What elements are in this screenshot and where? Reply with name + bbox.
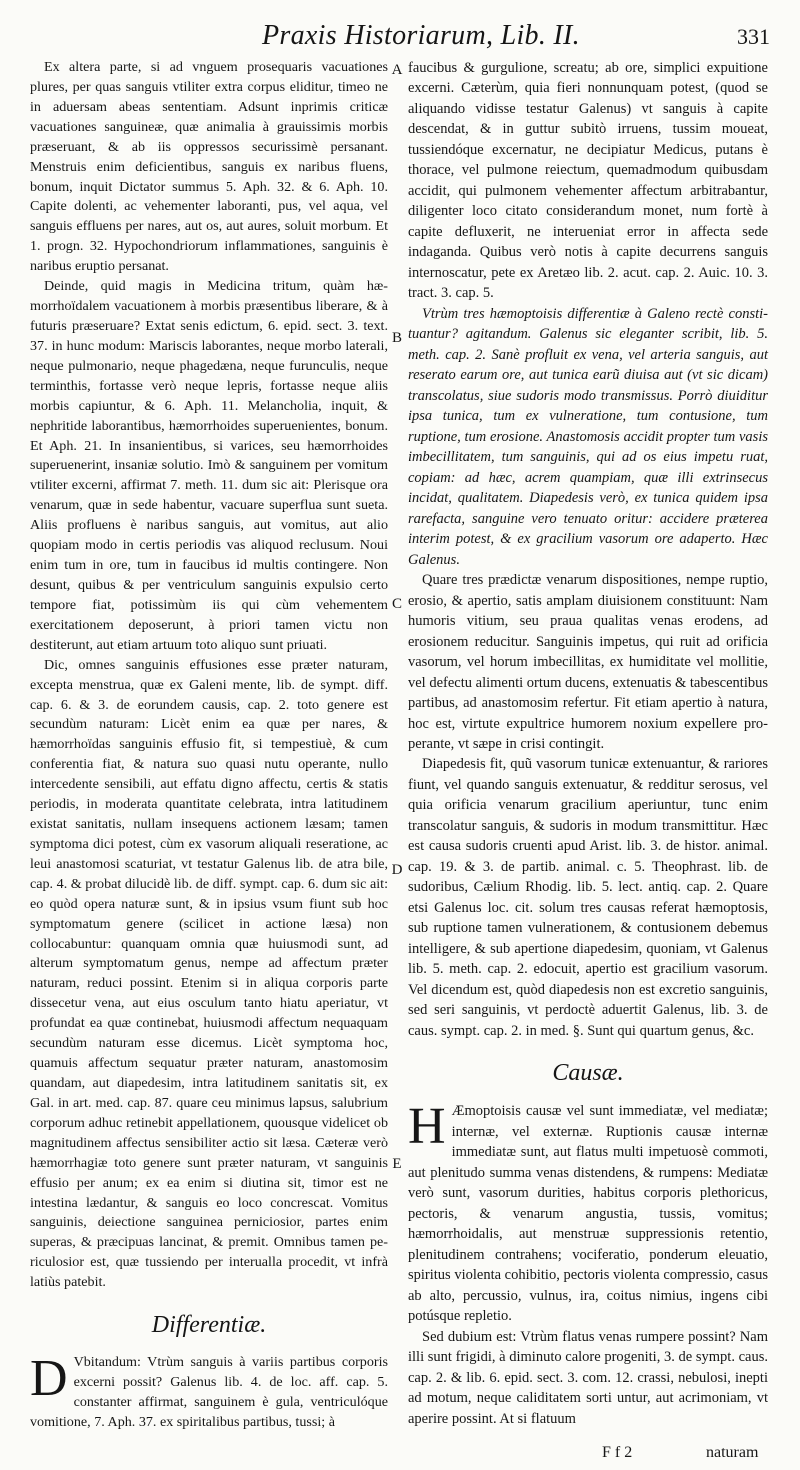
page-footer — [0, 1444, 800, 1468]
section-heading-causae: Causæ. — [552, 1060, 624, 1087]
left-column — [30, 58, 388, 1433]
left-paragraph-2: Deinde, quid magis in Medicina tritum, quàm hæmorrhoïdalem vacuationem à morbis præsentibus liberare, & à futuris præseruare? Extat senis edictum, 6. epid. sect. 3. text. 37. in hunc modum: Mariscis laborantes, neque morbo laterali, neque pulmonario, neque phagedæna, neque furunculis, neque terminthis, fortasse verò neque lepris, fortasse neque aliis morbis capiuntur, & 6. Aph. 11. Melancholia, inquit, & nephritide laborantibus, hæmorrhoides superuenientes, bonum. Et Aph. 21. In insanientibus, si varices, seu hæmorrhoides superuenerint, insaniæ solutio. Imò & sanguinem per vomitum vtiliter excerni, affirmat 7. meth. 11. dum sic ait: Plerisque ora venarum, quæ in sede habentur, vacuare superflua sunt sueta. Aliis profluens è naribus sanguis, aut vomitus, aut alio quopiam modo in certis periodis vas aliquod reclusum. Noui enim tum in ore, tum in faucibus id multis contingere. Non desunt, quibus & per ventriculum sanguinis expulsio certo tempore fiat, potissimùm iis qui cùm vehementem exercitationem deposerunt, à priori tamen victu non destiterunt, aut etiam artuum toto aliquo sunt priuati. — [30, 278, 388, 653]
left-paragraph-4 — [30, 1350, 388, 1433]
right-paragraph-5 — [408, 1098, 769, 1326]
margin-letter-b: B — [391, 330, 402, 346]
right-paragraph-6: Sed dubium est: Vtrùm flatus venas rumpere possint? Nam illi sunt frigidi, à diminuto calore progeniti, 3. de sympt. caus. cap. 2. & lib. 6. epid. sect. 3. com. 12. crassi, nebulosi, inepti ad motum, neque caliditatem sorti untur, aut acrimoniam, vt aperire possint. At si flatuum — [408, 1328, 768, 1427]
dropcap-h: H — [408, 1098, 446, 1156]
page-number: 331 — [737, 24, 770, 49]
section-heading-differentiae: Differentiæ. — [151, 1312, 267, 1339]
catchword: naturam — [706, 1444, 759, 1461]
signature-mark: F f 2 — [602, 1444, 633, 1461]
left-paragraph-3: Dic, omnes sanguinis effusiones esse præter naturam, excepta menstrua, quæ ex Galeni mente, lib. de sympt. diff. cap. 6. & 3. de eorundem causis, cap. 2. toto genere est secundùm naturam: Licèt enim ea quæ per nares, & hæmorrhoïdas sanguinis effusio fit, si tempestiuè, & cum conferentia fiat, & natura suo quasi nutu operante, nullo intercedente sensibili, aut effatu digno affectu, certis & statis periodis, in moderata quantitate celebrata, intra latitudinem existat sanitatis, nullam insequens actionem læsam; tamen symptoma dici potest, cùm ex vasorum aliquali reseratione, ac leui anastomosi scaturiat, vt testatur Galenus lib. de atra bile, cap. 4. & probat dilucidè lib. de diff. sympt. cap. 6. dum sic ait: eo quòd opera naturæ sunt, & in ipsius vsum fiunt sub hoc symptomatum genere (scilicet in actione læsa) non collocabuntur: quanquam omnia quæ huiusmodi sunt, ad alterum symptomatum genus, nempe ad affectum præter naturam, reduci possint. Etenim si in aliqua corporis parte dissecetur vena, aut eius osculum tanto hiatu aperiatur, vt profundat ea quæ continebat, huiusmodi affectum nequaquam secundùm naturam esse dicemus. Licèt symptoma hoc, quamuis affectum sequatur præter naturam, anastomosim quandam, aut diapedesim, intra latitudinem sanitatis sit, ex Gal. in art. med. cap. 87. quare ceu minimus lapsus, salubrium corporum adhuc retinebit appellationem, quousque videlicet ob magnitudinem affectus sensibiliter actio sit læsa. Cæteræ verò hæmorrhagiæ toto genere sunt præter naturam, vt sanguinis effusio per anum; ex ea enim si diutina sit, timor est ne intestina lædantur, & sanguis eo loco concrescat. Vomitus sanguinis, deiectione sanguinea perniciosior, partes enim superas, & præcipuas lancinat, & premit. Omnibus tamen periculosior est, quæ tussiendo per interualla procedit, vt infrà latiùs patebit. — [30, 656, 388, 1291]
margin-letter-c: C — [391, 596, 402, 612]
right-paragraph-1: faucibus & gurgulione, screatu; ab ore, simplici expuitione excerni. Cæterùm, quia fieri nonnunquam potest, (quod se aliquando vidisse testatur Galenus) vt sanguis à capite descendat, & in guttur subitò irruens, tussim moueat, tussiendóque excernatur, ne decipiatur Medicus, putans è thorace, vel pulmone reiectum, quemadmodum quibusdam accidit, qui pulmonem vehementer affectum arbitrabantur, diligenter loco citato considerandum monet, num fortè à capite defluxerit, ne interueniat error in affecta sede indaganda. Quibus verò notis à capite decurrens sanguis internoscatur, pete ex Aretæo lib. 2. acut. cap. 2. Auic. 10. 3. tract. 3. cap. 5. — [408, 60, 768, 302]
running-header — [0, 14, 800, 54]
margin-letter-d: D — [391, 862, 403, 878]
margin-letter-a: A — [391, 62, 403, 78]
dropcap-d: D — [30, 1350, 68, 1408]
right-paragraph-4: Diapedesis fit, quũ vasorum tunicæ extenuantur, & rariores fiunt, vel quando sanguis extenuatur, & redditur serosus, vel quia orificia venarum gracilium aperiuntur, tunc enim transcolatur sanguis, & sudoris in modum transmittitur. Hæc est causa sudoris cruenti apud Arist. lib. 3. de histor. animal. cap. 19. & 3. de partib. animal. c. 5. Theophrast. lib. de sudoribus, Cælium Rhodig. lib. 5. lect. antiq. cap. 2. Quare etsi Galenus loc. cit. solum tres causas referat hæmoptosis, sub ruptione tamen vulnerationem, & contusionem debemus intelligere, & sub apertione diapedesim, quoniam, vt Galenus lib. 5. meth. cap. 2. edocuit, apertio est gracilium vasorum. Vel dicendum est, quòd diapedesis non est excretio sanguinis, sed seri sanguinis, vt perdoctè aduertit Galenus, lib. 3. de caus. sympt. cap. 2. in med. §. Sunt qui quartum genus, &c. — [408, 756, 768, 1039]
right-column — [408, 58, 768, 1429]
right-paragraph-3: Quare tres prædictæ venarum dispositiones, nempe ruptio, erosio, & apertio, satis amplam diuisionem constituunt: Nam humoris vitium, seu praua qualitas venas erodens, ad erosionem reducitur. Sanguinis impetus, qui ruit ad orificia vasorum, vel horum imbecillitas, ex humiditate vel mollitie, vel defectu alimenti ortum ducens, extenuatis & tabescentibus partibus, ad anastomosim refertur. Fit etiam apertio à natura, hoc est, virtute expultrice humorem noxium expellere properante, vt sæpe in crisi contingit. — [408, 572, 768, 752]
right-paragraph-5-text: Æmoptoisis causæ vel sunt immediatæ, vel mediatæ; internæ, vel externæ. Ruptionis causæ internæ immediatæ sunt, aut flatus multi impetuosè commoti, aut plenitudo summa venas distendens, & rumpens: Mediatæ verò sunt, vasorum durities, habitus corporis plethoricus, pectoris, & venarum angustia, tussis, vomitus; hæmorrhoidalis, aut menstruæ suppressionis retentio, plenitudinem contrahens; vociferatio, ponderum eleuatio, spiritus violenta cohibitio, pectoris violenta compressio, casus ab alto, percussio, vulnus, ira, coitus nimius, ingens cibi potúsque repletio. — [408, 1103, 769, 1325]
left-paragraph-4-text: Vbitandum: Vtrùm sanguis à variis partibus corporis excerni possit? Galenus lib. 4. de loc. aff. cap. 5. constanter affirmat, sanguinem è gula, ventriculóque vomitione, 7. Aph. 37. ex spiritalibus partibus, tussi; à — [30, 1354, 388, 1430]
running-title: Praxis Historiarum, Lib. II. — [262, 20, 580, 51]
left-paragraph-1: Ex altera parte, si ad vnguem prosequaris vacuationes plures, per quas sanguis vtiliter extra corpus eliditur, timeo ne in aduersam abeas sententiam. Adsunt inprimis criticæ vacuationes sanguineæ, quæ animalia à grauissimis morbis præseruant, & ab iis oppressos securissimè persanant. Menstruis enim deficientibus, sanguis ex naribus fluens, bonum, inquit Dictator summus 5. Aph. 32. & 6. Aph. 10. Capite dolenti, ac vehementer laboranti, pus, vel aqua, vel sanguis effluens per nares, aut os, aut aures, soluit morbum. Et 1. progn. 32. Hypochondriorum inflammationes, sanguinis è naribus eruptio persanat. — [30, 59, 388, 275]
margin-letter-e: E — [392, 1156, 402, 1172]
right-paragraph-2: Vtrùm tres hæmoptoisis differentiæ à Galeno rectè constituantur? agitandum. Galenus sic eleganter scribit, lib. 5. meth. cap. 2. Sanè profluit ex vena, vel arteria sanguis, aut reserato earum ore, aut tunica earũ diuisa aut (vt sic dicam) transcolatus, siue sudoris modo transmissus. Porrò diuiditur ipsa tunica, tum ex vulneratione, tum contusione, tum ruptione, tum erosione. Anastomosis accidit propter tum vasis imbecillitatem, tum sanguinis, qui ad os eius impetu ruat, copiam: ad hæc, acrem quampiam, quæ illi extrinsecus incidat, qualitatem. Diapedesis verò, ex tunica quidem ipsa rarefacta, sanguine vero tenuato oritur: accidere præterea interim potest, & ex gracilium vasorum ore adaperto. Hæc Galenus. — [408, 305, 768, 568]
